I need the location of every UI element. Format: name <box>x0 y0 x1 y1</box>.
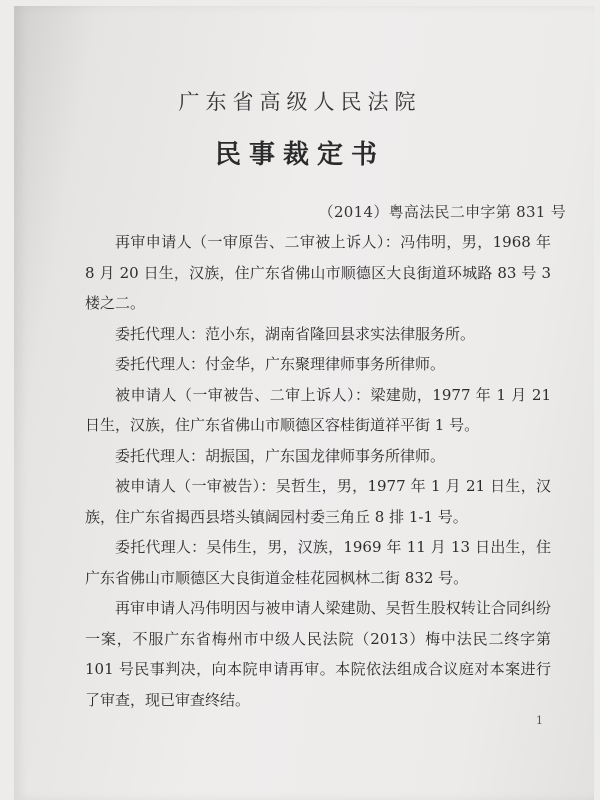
document-title: 民事裁定书 <box>214 140 385 170</box>
paragraph-respondent-2: 被申请人（一审被告）：吴哲生，男，1977 年 1 月 21 日生，汉族，住广东省揭西县塔头镇阔园村委三角丘 8 排 1-1 号。 <box>85 477 551 526</box>
court-name: 广东省高级人民法院 <box>178 90 422 114</box>
paragraph-respondent-1: 被申请人（一审被告、二审上诉人）：梁建勋，1977 年 1 月 21 日生，汉族，住广东省佛山市顺德区容桂街道祥平街 1 号。 <box>85 385 551 434</box>
paragraph-agent-4: 委托代理人：吴伟生，男，汉族，1969 年 11 月 13 日出生，住广东省佛山市顺德区大良街道金桂花园枫林二街 832 号。 <box>85 538 551 587</box>
paragraph-agent-2: 委托代理人：付金华，广东聚理律师事务所律师。 <box>115 355 446 373</box>
paragraph-agent-3: 委托代理人：胡振国，广东国龙律师事务所律师。 <box>115 446 446 465</box>
paragraph-case-summary: 再审申请人冯伟明因与被申请人梁建勋、吴哲生股权转让合同纠纷一案，不服广东省梅州市中级人民法院（2013）梅中法民二终字第 101 号民事判决，向本院申请再审。本院依法组成合议庭对本案进行了审查，现已审查终结。 <box>85 599 551 709</box>
paragraph-applicant: 再审申请人（一审原告、二审被上诉人）：冯伟明，男，1968 年 8 月 20 日生，汉族，住广东省佛山市顺德区大良街道环城路 83 号 3 楼之二。 <box>85 233 551 312</box>
paragraph-agent-1: 委托代理人：范小东，湖南省隆回县求实法律服务所。 <box>115 324 476 343</box>
case-number: （2014）粤高法民二申字第 831 号 <box>318 203 566 221</box>
document-body <box>85 227 551 715</box>
page-number: 1 <box>536 714 543 727</box>
